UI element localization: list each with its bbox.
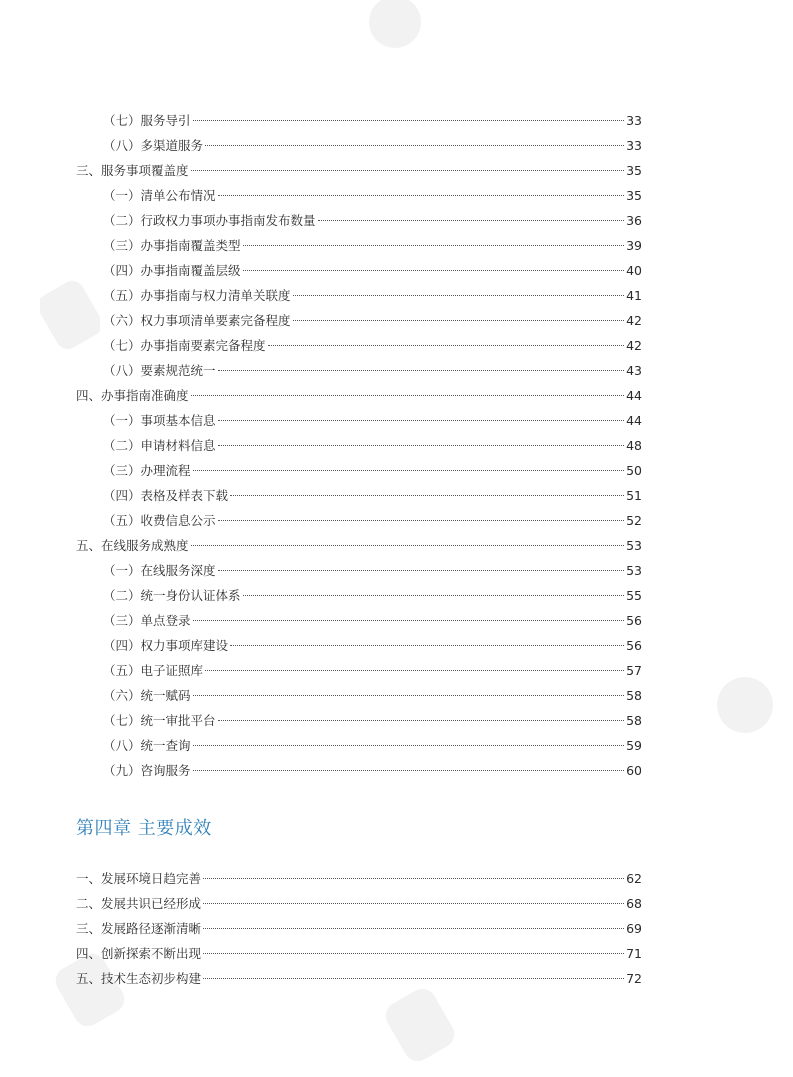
toc-entry-page: 53 — [626, 538, 642, 553]
toc-entry-page: 39 — [626, 238, 642, 253]
toc-entry[interactable] — [76, 333, 642, 358]
toc-entry[interactable] — [76, 533, 642, 558]
toc-entry-title: （二）申请材料信息 — [103, 438, 216, 453]
toc-entry-title: （七）统一审批平台 — [103, 713, 216, 728]
dot-leader — [203, 903, 624, 904]
toc-entry-page: 57 — [626, 663, 642, 678]
toc-entry-title: 三、服务事项覆盖度 — [76, 163, 189, 178]
chapter-table-of-contents — [76, 866, 642, 991]
toc-entry[interactable] — [76, 891, 642, 916]
toc-entry[interactable] — [76, 508, 642, 533]
dot-leader — [205, 145, 624, 146]
toc-entry[interactable] — [76, 483, 642, 508]
toc-entry-title: 四、办事指南准确度 — [76, 388, 189, 403]
toc-entry[interactable] — [76, 433, 642, 458]
dot-leader — [191, 395, 624, 396]
dot-leader — [218, 420, 624, 421]
dot-leader — [293, 320, 624, 321]
dot-leader — [193, 620, 624, 621]
dot-leader — [293, 295, 624, 296]
toc-entry-title: （五）收费信息公示 — [103, 513, 216, 528]
toc-entry-page: 51 — [626, 488, 642, 503]
toc-entry-title: （六）统一赋码 — [103, 688, 191, 703]
toc-entry-title: （五）电子证照库 — [103, 663, 204, 678]
dot-leader — [268, 345, 624, 346]
toc-entry-title: （一）事项基本信息 — [103, 413, 216, 428]
dot-leader — [205, 670, 624, 671]
toc-entry-title: 二、发展共识已经形成 — [76, 896, 202, 911]
dot-leader — [218, 195, 624, 196]
dot-leader — [193, 770, 624, 771]
toc-entry-page: 42 — [626, 313, 642, 328]
toc-entry-page: 60 — [626, 763, 642, 778]
toc-entry[interactable] — [76, 758, 642, 783]
toc-entry-page: 44 — [626, 388, 642, 403]
toc-entry[interactable] — [76, 683, 642, 708]
dot-leader — [218, 445, 624, 446]
toc-entry[interactable] — [76, 133, 642, 158]
toc-entry-title: （三）办事指南覆盖类型 — [103, 238, 241, 253]
toc-entry-title: （五）办事指南与权力清单关联度 — [103, 288, 291, 303]
toc-entry-title: （六）权力事项清单要素完备程度 — [103, 313, 291, 328]
dot-leader — [203, 953, 624, 954]
toc-entry[interactable] — [76, 183, 642, 208]
toc-entry-title: （四）表格及样表下载 — [103, 488, 229, 503]
toc-entry-page: 69 — [626, 921, 642, 936]
toc-entry[interactable] — [76, 258, 642, 283]
toc-entry-title: 五、在线服务成熟度 — [76, 538, 189, 553]
toc-entry-title: （二）行政权力事项办事指南发布数量 — [103, 213, 316, 228]
toc-entry[interactable] — [76, 408, 642, 433]
toc-entry-title: （八）多渠道服务 — [103, 138, 204, 153]
toc-entry-page: 58 — [626, 713, 642, 728]
dot-leader — [193, 695, 624, 696]
toc-entry-page: 33 — [626, 113, 642, 128]
toc-entry-page: 35 — [626, 188, 642, 203]
toc-entry-page: 42 — [626, 338, 642, 353]
toc-entry-title: （四）办事指南覆盖层级 — [103, 263, 241, 278]
toc-entry-page: 59 — [626, 738, 642, 753]
toc-entry[interactable] — [76, 658, 642, 683]
toc-entry-title: （三）办理流程 — [103, 463, 191, 478]
toc-entry-page: 53 — [626, 563, 642, 578]
toc-entry-title: （七）服务导引 — [103, 113, 191, 128]
dot-leader — [318, 220, 624, 221]
toc-entry-page: 55 — [626, 588, 642, 603]
toc-entry[interactable] — [76, 383, 642, 408]
dot-leader — [193, 470, 624, 471]
toc-entry-page: 62 — [626, 871, 642, 886]
toc-entry[interactable] — [76, 358, 642, 383]
toc-entry-page: 36 — [626, 213, 642, 228]
toc-entry[interactable] — [76, 458, 642, 483]
table-of-contents — [76, 108, 642, 783]
toc-entry-title: 一、发展环境日趋完善 — [76, 871, 202, 886]
toc-entry-page: 68 — [626, 896, 642, 911]
dot-leader — [230, 645, 624, 646]
toc-entry[interactable] — [76, 108, 642, 133]
dot-leader — [203, 978, 624, 979]
toc-entry-page: 56 — [626, 613, 642, 628]
toc-entry-page: 52 — [626, 513, 642, 528]
dot-leader — [191, 170, 624, 171]
toc-entry[interactable] — [76, 966, 642, 991]
dot-leader — [243, 595, 624, 596]
toc-entry[interactable] — [76, 866, 642, 891]
toc-entry-page: 40 — [626, 263, 642, 278]
toc-entry-page: 56 — [626, 638, 642, 653]
toc-entry-title: （八）统一查询 — [103, 738, 191, 753]
dot-leader — [203, 878, 624, 879]
toc-entry-page: 71 — [626, 946, 642, 961]
toc-entry-title: （九）咨询服务 — [103, 763, 191, 778]
seal-watermark-icon — [385, 985, 455, 1065]
toc-entry-page: 33 — [626, 138, 642, 153]
toc-entry-title: （一）清单公布情况 — [103, 188, 216, 203]
toc-entry[interactable] — [76, 733, 642, 758]
toc-entry-title: 三、发展路径逐渐清晰 — [76, 921, 202, 936]
toc-entry-title: （四）权力事项库建设 — [103, 638, 229, 653]
toc-entry-title: 五、技术生态初步构建 — [76, 971, 202, 986]
toc-entry-title: （三）单点登录 — [103, 613, 191, 628]
dot-leader — [218, 520, 624, 521]
toc-entry[interactable] — [76, 633, 642, 658]
toc-entry-page: 72 — [626, 971, 642, 986]
toc-entry[interactable] — [76, 708, 642, 733]
dot-leader — [230, 495, 624, 496]
dot-leader — [243, 245, 624, 246]
toc-entry-title: 四、创新探索不断出现 — [76, 946, 202, 961]
toc-entry-page: 41 — [626, 288, 642, 303]
toc-entry-page: 35 — [626, 163, 642, 178]
toc-entry-page: 50 — [626, 463, 642, 478]
toc-entry[interactable] — [76, 233, 642, 258]
dot-leader — [218, 370, 624, 371]
toc-entry-page: 48 — [626, 438, 642, 453]
toc-entry[interactable] — [76, 916, 642, 941]
dot-leader — [218, 720, 624, 721]
toc-entry[interactable] — [76, 583, 642, 608]
toc-entry-page: 44 — [626, 413, 642, 428]
toc-entry-title: （八）要素规范统一 — [103, 363, 216, 378]
toc-entry-title: （一）在线服务深度 — [103, 563, 216, 578]
toc-entry[interactable] — [76, 208, 642, 233]
seal-watermark-icon — [360, 0, 430, 60]
dot-leader — [203, 928, 624, 929]
toc-entry-title: （七）办事指南要素完备程度 — [103, 338, 266, 353]
dot-leader — [193, 745, 624, 746]
seal-watermark-icon — [710, 670, 780, 740]
dot-leader — [243, 270, 624, 271]
toc-entry-page: 58 — [626, 688, 642, 703]
toc-entry-title: （二）统一身份认证体系 — [103, 588, 241, 603]
toc-entry[interactable] — [76, 283, 642, 308]
chapter-heading: 第四章 主要成效 — [76, 818, 212, 839]
dot-leader — [193, 120, 624, 121]
toc-entry-page: 43 — [626, 363, 642, 378]
toc-entry[interactable] — [76, 941, 642, 966]
toc-entry[interactable] — [76, 158, 642, 183]
toc-entry[interactable] — [76, 608, 642, 633]
toc-entry[interactable] — [76, 558, 642, 583]
dot-leader — [191, 545, 624, 546]
toc-entry[interactable] — [76, 308, 642, 333]
dot-leader — [218, 570, 624, 571]
